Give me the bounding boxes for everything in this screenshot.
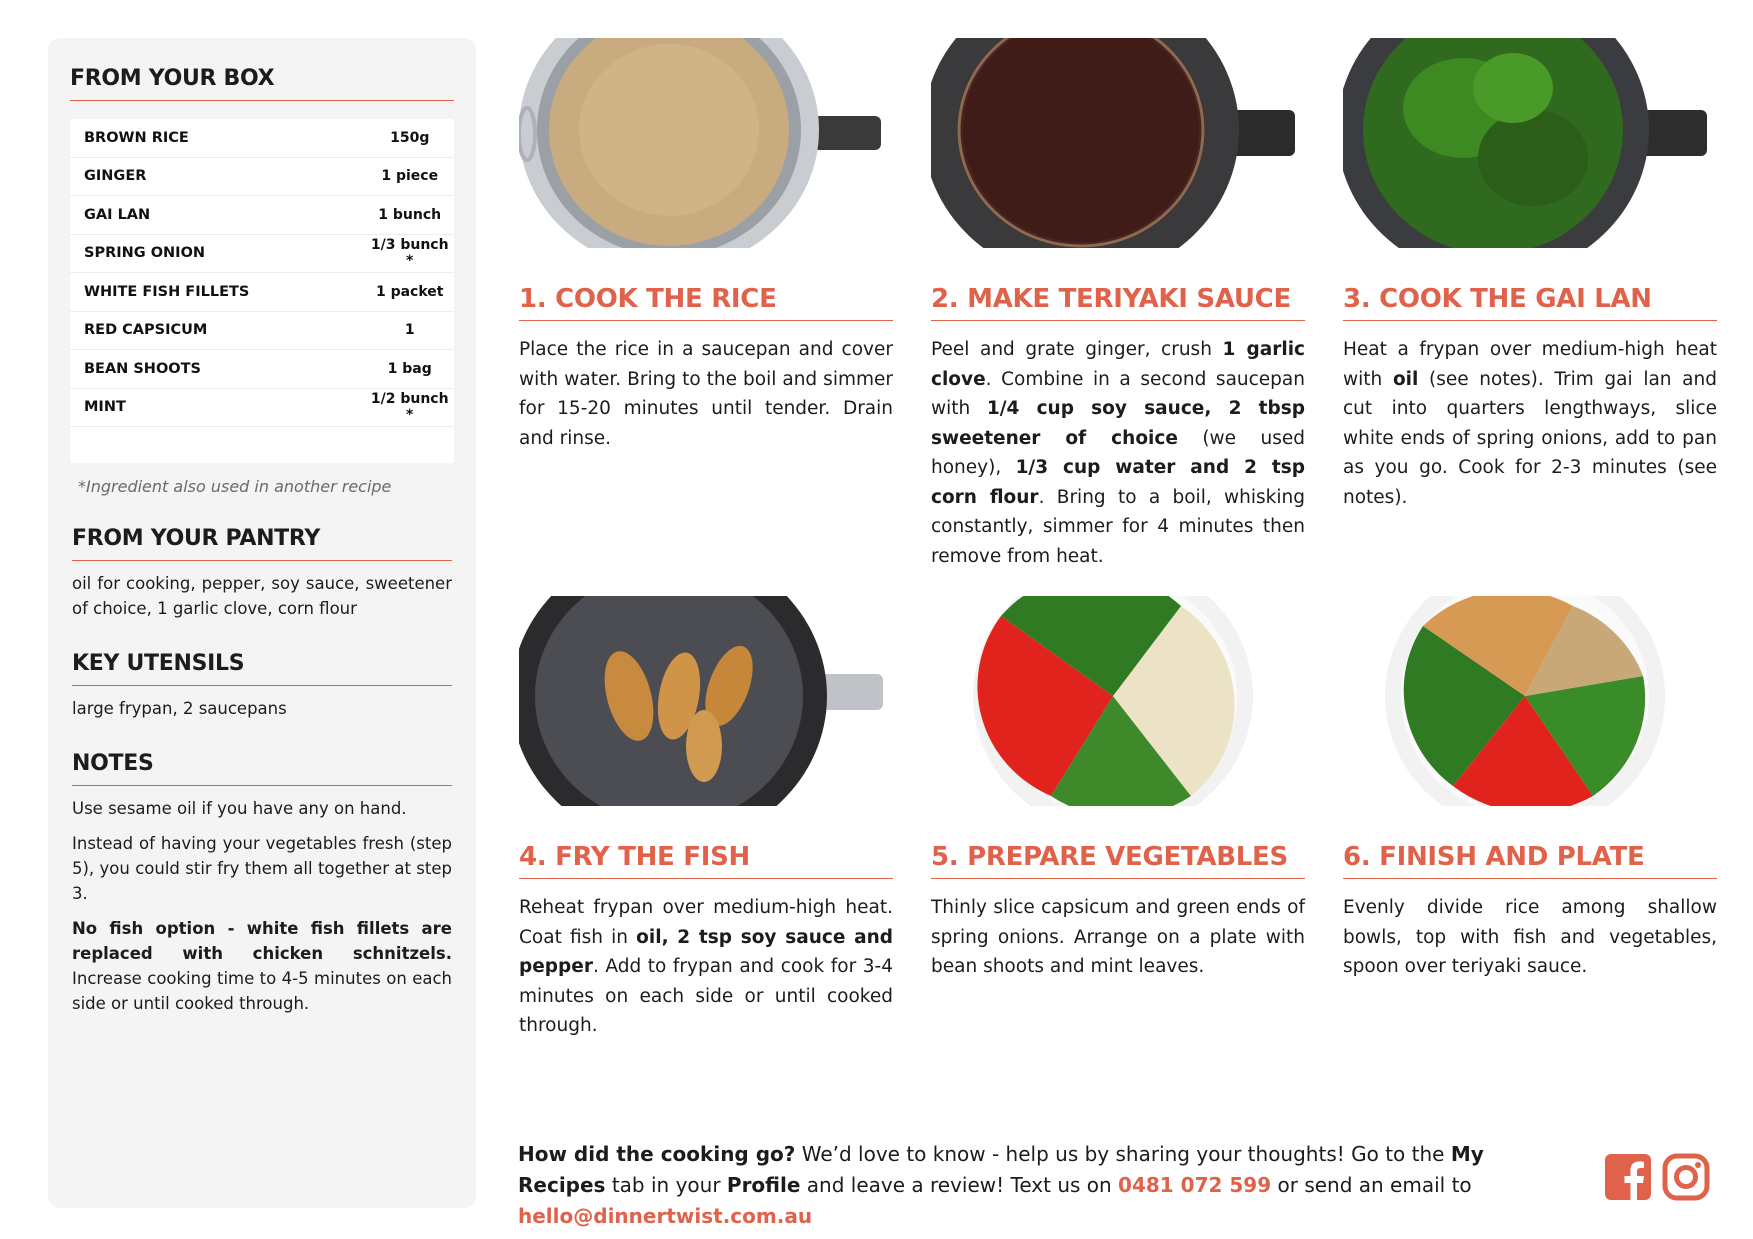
step-text-segment: 1/4 cup soy sauce, 2 tbsp sweetener of choice (931, 398, 1305, 449)
step-3-text (1343, 335, 1717, 512)
step-5-text (931, 893, 1305, 982)
ingredient-row (70, 158, 454, 197)
instagram-icon[interactable] (1662, 1153, 1710, 1201)
notes-section (70, 751, 454, 1016)
ingredient-qty: 1 bag (387, 360, 432, 377)
note-2: Instead of having your vegetables fresh (step 5), you could stir fry them all together at step 3. (72, 834, 452, 903)
ingredient-row (70, 273, 454, 312)
step-text-segment: Peel and grate ginger, crush (931, 339, 1223, 360)
pantry-section (70, 526, 454, 621)
step-3-title: 3. COOK THE GAI LAN (1343, 284, 1717, 321)
ingredient-qty: 150g (390, 129, 430, 146)
step-text-segment: . Combine in a second saucepan with (931, 368, 1305, 419)
ingredient-table (70, 119, 454, 463)
ingredient-row (70, 119, 454, 158)
ingredient-qty: 1 packet (375, 283, 444, 300)
email-link[interactable]: hello@dinnertwist.com.au (518, 1204, 813, 1228)
step-4-title: 4. FRY THE FISH (519, 842, 893, 879)
note-3-bold: No fish option - white fish fillets are replaced with chicken schnitzels. (72, 919, 452, 963)
step-text-segment: Thinly slice capsicum and green ends of spring onions. Arrange on a plate with bean shoots and mint leaves. (931, 897, 1305, 977)
my-recipes-label: My Recipes (518, 1142, 1484, 1197)
step-2-title: 2. MAKE TERIYAKI SAUCE (931, 284, 1305, 321)
ingredient-qty: 1/2 bunch * (370, 391, 449, 424)
step-text-segment: Evenly divide rice among shallow bowls, top with fish and vegetables, spoon over teriyaki sauce. (1343, 897, 1717, 977)
step-text-segment: 1 garlic clove (931, 339, 1306, 390)
ingredient-row (70, 312, 454, 351)
ingredient-note: *Ingredient also used in another recipe (78, 477, 392, 496)
step-text-segment: 1/3 cup water and 2 tsp corn flour (931, 457, 1305, 508)
rice-strainer-photo (519, 38, 883, 248)
step-6 (1343, 596, 1717, 982)
ingredient-row (70, 350, 454, 389)
ingredient-name: GAI LAN (84, 206, 151, 223)
pantry-text: oil for cooking, pepper, soy sauce, sweetener of choice, 1 garlic clove, corn flour (72, 574, 452, 618)
notes-heading: NOTES (72, 751, 452, 786)
gai-lan-pan-photo (1343, 38, 1707, 248)
ingredient-name: GINGER (84, 168, 147, 185)
sidebar (48, 38, 476, 1208)
ingredient-name: RED CAPSICUM (84, 322, 208, 339)
step-1-text (519, 335, 893, 453)
ingredient-name: SPRING ONION (84, 245, 206, 262)
feedback-question: How did the cooking go? (518, 1142, 796, 1166)
finished-bowl-photo (1343, 596, 1707, 806)
utensils-heading: KEY UTENSILS (72, 651, 452, 686)
step-1-title: 1. COOK THE RICE (519, 284, 893, 321)
step-4 (519, 596, 893, 1041)
ingredient-qty: 1/3 bunch * (370, 237, 449, 270)
fish-frypan-photo (519, 596, 883, 806)
step-text-segment: (we used honey), (931, 427, 1305, 478)
step-6-title: 6. FINISH AND PLATE (1343, 842, 1717, 879)
step-5 (931, 596, 1305, 982)
note-3-rest: Increase cooking time to 4-5 minutes on each side or until cooked through. (72, 969, 452, 1013)
teriyaki-sauce-pot-photo (931, 38, 1295, 248)
pantry-heading: FROM YOUR PANTRY (72, 526, 452, 561)
ingredient-row (70, 196, 454, 235)
box-heading: FROM YOUR BOX (70, 66, 454, 101)
step-2-text (931, 335, 1305, 571)
feedback-text-4: or send an email to (1271, 1173, 1472, 1197)
step-text-segment: oil (1392, 368, 1419, 390)
utensils-text: large frypan, 2 saucepans (72, 699, 287, 718)
ingredient-row (70, 235, 454, 274)
step-4-text (519, 893, 893, 1041)
step-text-segment: (see notes). Trim gai lan and cut into quarters lengthways, slice white ends of spring onions, add to pan as you go. Cook for 2-3 minutes (see notes). (1343, 368, 1717, 508)
step-text-segment: Place the rice in a saucepan and cover with water. Bring to the boil and simmer for 15-20 minutes until tender. Drain and rinse. (519, 339, 893, 449)
step-text-segment: . Bring to a boil, whisking constantly, simmer for 4 minutes then remove from heat. (931, 486, 1305, 567)
step-6-text (1343, 893, 1717, 982)
ingredient-name: BEAN SHOOTS (84, 360, 201, 377)
profile-label: Profile (726, 1173, 801, 1197)
step-text-segment: Reheat frypan over medium-high heat. Coat fish in (519, 897, 893, 948)
step-text-segment: oil, 2 tsp soy sauce and pepper (519, 926, 893, 977)
feedback-text-1: We’d love to know - help us by sharing your thoughts! Go to the (795, 1142, 1451, 1166)
step-text-segment: Heat a frypan over medium-high heat with (1343, 339, 1717, 390)
step-text-segment: . Add to frypan and cook for 3-4 minutes on each side or until cooked through. (519, 956, 893, 1036)
vegetables-plate-photo (931, 596, 1295, 806)
utensils-section (70, 651, 454, 721)
facebook-icon[interactable] (1604, 1153, 1652, 1201)
ingredient-qty: 1 (404, 322, 415, 339)
ingredient-qty: 1 piece (381, 168, 439, 185)
note-3 (72, 916, 452, 1016)
note-1: Use sesame oil if you have any on hand. (72, 799, 407, 818)
step-3 (1343, 38, 1717, 512)
ingredient-name: MINT (84, 399, 126, 416)
feedback-text-2: tab in your (605, 1173, 727, 1197)
step-1 (519, 38, 893, 453)
feedback-footer (518, 1139, 1578, 1232)
ingredient-name: BROWN RICE (84, 129, 189, 146)
ingredient-row (70, 389, 454, 428)
ingredient-name: WHITE FISH FILLETS (84, 283, 250, 300)
ingredient-qty: 1 bunch (378, 206, 442, 223)
feedback-text-3: and leave a review! Text us on (800, 1173, 1119, 1197)
phone-link[interactable]: 0481 072 599 (1118, 1173, 1272, 1197)
step-2 (931, 38, 1305, 571)
step-5-title: 5. PREPARE VEGETABLES (931, 842, 1305, 879)
